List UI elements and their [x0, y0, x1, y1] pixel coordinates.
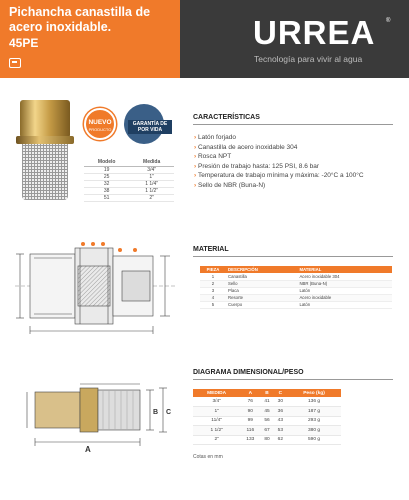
size-cell: 1": [129, 173, 174, 180]
description-cell: Cuerpo: [226, 301, 297, 308]
new-product-badge: [84, 108, 116, 140]
description-cell: Placa: [226, 287, 297, 294]
new-badge-subtitle: PRODUCTO: [88, 127, 112, 132]
guarantee-badge-label: GARANTÍA DE POR VIDA: [128, 120, 172, 134]
dimension-drawing: [25, 380, 185, 455]
product-image: [12, 100, 82, 210]
model-cell: 38: [84, 187, 129, 194]
features-divider: [193, 124, 393, 125]
header-title-panel: [0, 0, 180, 78]
size-cell: 1 1/2": [129, 187, 174, 194]
piece-cell: 3: [200, 287, 226, 294]
piece-cell: 5: [200, 301, 226, 308]
piece-col-header: PIEZA: [200, 266, 226, 273]
table-row: [193, 416, 341, 426]
weight-cell: 293 g: [287, 416, 341, 426]
piece-cell: 2: [200, 280, 226, 287]
a-col-header: A: [240, 389, 260, 397]
table-row: [84, 173, 174, 180]
list-item: › Sello de NBR (Buna-N): [194, 181, 364, 191]
c-cell: 30: [274, 397, 287, 407]
piece-cell: 4: [200, 294, 226, 301]
model-cell: 32: [84, 180, 129, 187]
weight-cell: 590 g: [287, 435, 341, 445]
b-cell: 80: [260, 435, 273, 445]
a-cell: 133: [240, 435, 260, 445]
material-divider: [193, 256, 393, 257]
size-cell: 2": [129, 194, 174, 201]
list-item: › Temperatura de trabajo mínima y máxima: -20°C a 100°C: [194, 171, 364, 181]
weight-col-header: Peso (kg): [287, 389, 341, 397]
dimensional-table-header: [193, 389, 341, 397]
size-cell: 2": [193, 435, 240, 445]
model-cell: 25: [84, 173, 129, 180]
b-cell: 41: [260, 397, 273, 407]
weight-cell: 136 g: [287, 397, 341, 407]
material-cell: Acero inoxidable: [297, 294, 392, 301]
description-col-header: DESCRIPCIÓN: [226, 266, 297, 273]
description-cell: Resorte: [226, 294, 297, 301]
product-code: 45PE: [9, 36, 39, 50]
dim-label-c: C: [166, 409, 172, 416]
valve-mesh-basket: [22, 144, 68, 200]
c-cell: 53: [274, 426, 287, 436]
dimension-units-note: Cotas en mm: [193, 454, 223, 460]
a-cell: 99: [240, 416, 260, 426]
table-row: [84, 194, 174, 201]
size-col-header: Medida: [129, 158, 174, 166]
weight-cell: 187 g: [287, 407, 341, 417]
brand-tagline: Tecnología para vivir al agua: [254, 54, 363, 64]
material-table: [200, 266, 392, 309]
product-title: Pichancha canastilla de acero inoxidable.: [9, 5, 151, 34]
c-cell: 62: [274, 435, 287, 445]
a-cell: 76: [240, 397, 260, 407]
table-row: [200, 280, 392, 287]
table-row: [200, 287, 392, 294]
material-cell: Acero inoxidable 304: [297, 273, 392, 280]
size-col-header: MEDIDA: [193, 389, 240, 397]
model-cell: 51: [84, 194, 129, 201]
valve-ring: [16, 136, 74, 144]
b-cell: 45: [260, 407, 273, 417]
weight-cell: 380 g: [287, 426, 341, 436]
table-row: [200, 273, 392, 280]
c-cell: 43: [274, 416, 287, 426]
brand-logo: URREA: [253, 14, 376, 51]
size-cell: 3/4": [193, 397, 240, 407]
table-row: [200, 301, 392, 308]
size-cell: 1": [193, 407, 240, 417]
features-list: [194, 133, 364, 190]
table-row: [193, 435, 341, 445]
size-cell: 1 1/4": [129, 180, 174, 187]
b-cell: 67: [260, 426, 273, 436]
table-row: [200, 294, 392, 301]
model-col-header: Modelo: [84, 158, 129, 166]
dimensional-title: DIAGRAMA DIMENSIONAL/PESO: [193, 369, 304, 376]
c-cell: 36: [274, 407, 287, 417]
list-item: › Presión de trabajo hasta: 125 PSI, 8.6 bar: [194, 162, 364, 172]
size-cell: 1 1/2": [193, 426, 240, 436]
a-cell: 116: [240, 426, 260, 436]
section-drawing: [10, 236, 180, 336]
material-cell: Latón: [297, 287, 392, 294]
table-row: [84, 187, 174, 194]
material-cell: Latón: [297, 301, 392, 308]
material-table-header: [200, 266, 392, 273]
material-title: MATERIAL: [193, 246, 229, 253]
description-cell: Sello: [226, 280, 297, 287]
list-item: › Latón forjado: [194, 133, 364, 143]
model-cell: 19: [84, 166, 129, 173]
c-col-header: C: [274, 389, 287, 397]
valve-brass-body: [20, 100, 70, 138]
model-table-header: [84, 158, 174, 166]
piece-cell: 1: [200, 273, 226, 280]
table-row: [84, 166, 174, 173]
new-badge-title: NUEVO: [88, 119, 112, 126]
dim-label-a: A: [85, 445, 91, 454]
model-table: [84, 158, 174, 202]
material-cell: NBR (Buna-N): [297, 280, 392, 287]
a-cell: 90: [240, 407, 260, 417]
document-icon: [9, 58, 21, 68]
table-row: [193, 407, 341, 417]
dimensional-divider: [193, 379, 393, 380]
table-row: [193, 426, 341, 436]
features-title: CARACTERÍSTICAS: [193, 114, 260, 121]
b-cell: 56: [260, 416, 273, 426]
dimensional-table: [193, 389, 341, 445]
size-cell: 11/4": [193, 416, 240, 426]
description-cell: Canastilla: [226, 273, 297, 280]
material-col-header: MATERIAL: [297, 266, 392, 273]
header: [0, 0, 409, 78]
list-item: › Canastilla de acero inoxidable 304: [194, 143, 364, 153]
list-item: › Rosca NPT: [194, 152, 364, 162]
dim-label-b: B: [153, 409, 159, 416]
size-cell: 3/4": [129, 166, 174, 173]
table-row: [193, 397, 341, 407]
table-row: [84, 180, 174, 187]
guarantee-badge: [124, 104, 168, 144]
b-col-header: B: [260, 389, 273, 397]
brand-registered-mark: ®: [386, 18, 391, 24]
